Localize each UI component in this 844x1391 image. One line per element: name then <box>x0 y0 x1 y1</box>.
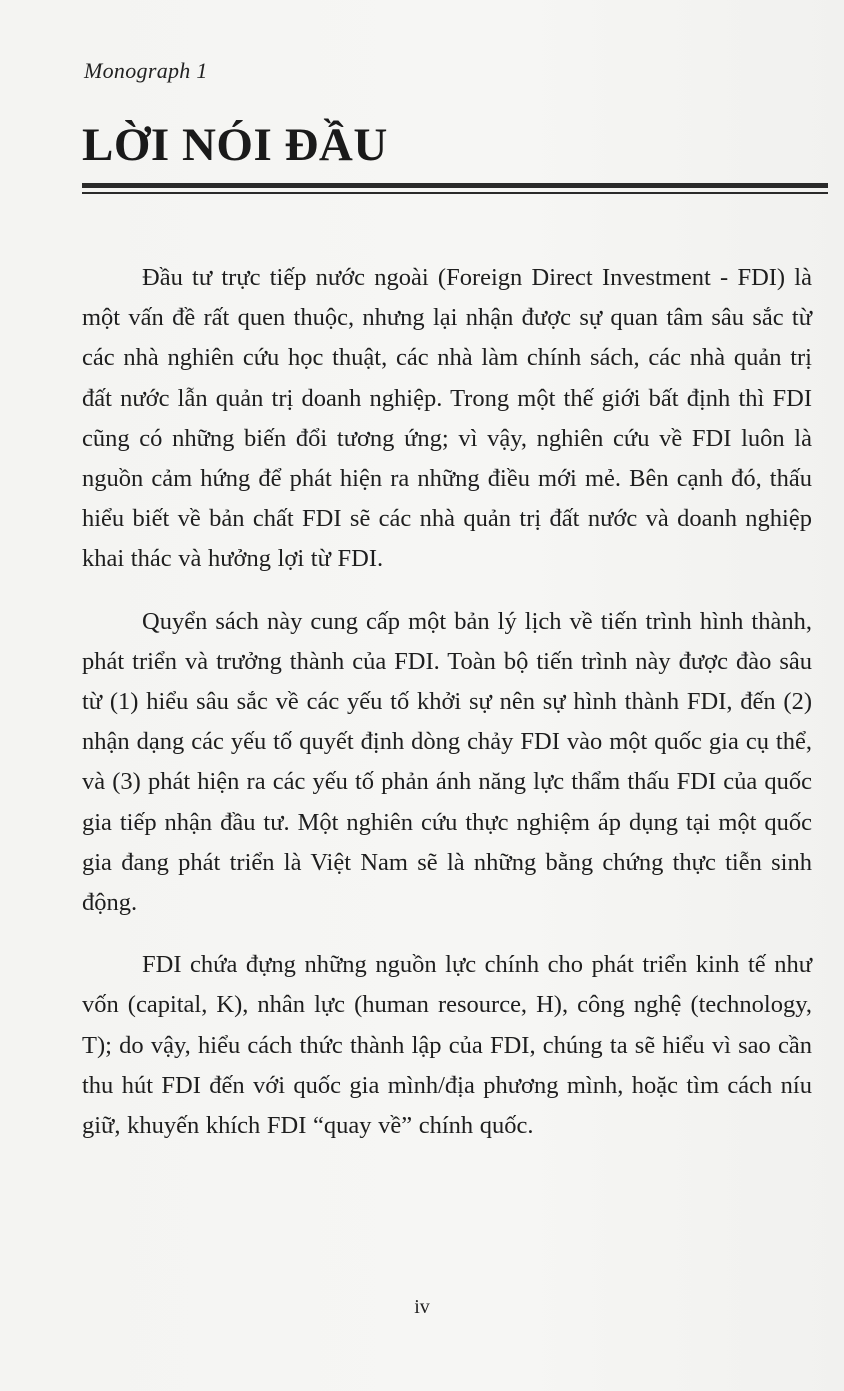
running-header: Monograph 1 <box>84 58 208 83</box>
body-text <box>82 258 812 1146</box>
title-rule-thick <box>82 183 828 188</box>
page-number: iv <box>414 1296 430 1318</box>
title-rule-thin <box>82 192 828 194</box>
chapter-title: LỜI NÓI ĐẦU <box>82 119 388 171</box>
paragraph-2: Quyển sách này cung cấp một bản lý lịch về tiến trình hình thành, phát triển và trưởng thành của FDI. Toàn bộ tiến trình này được đào sâu từ (1) hiểu sâu sắc về các yếu tố khởi sự nên sự hình thành FDI, đến (2) nhận dạng các yếu tố quyết định dòng chảy FDI vào một quốc gia cụ thể, và (3) phát hiện ra các yếu tố phản ánh năng lực thẩm thấu FDI của quốc gia tiếp nhận đầu tư. Một nghiên cứu thực nghiệm áp dụng tại một quốc gia đang phát triển là Việt Nam sẽ là những bằng chứng thực tiễn sinh động. <box>82 607 812 917</box>
paragraph-3: FDI chứa đựng những nguồn lực chính cho phát triển kinh tế như vốn (capital, K), nhân lực (human resource, H), công nghệ (technology, T); do vậy, hiểu cách thức thành lập của FDI, chúng ta sẽ hiểu vì sao cần thu hút FDI đến với quốc gia mình/địa phương mình, hoặc tìm cách níu giữ, khuyến khích FDI “quay về” chính quốc. <box>82 951 812 1140</box>
paragraph-1: Đầu tư trực tiếp nước ngoài (Foreign Direct Investment - FDI) là một vấn đề rất quen thuộc, nhưng lại nhận được sự quan tâm sâu sắc từ các nhà nghiên cứu học thuật, các nhà làm chính sách, các nhà quản trị đất nước lẫn quản trị doanh nghiệp. Trong một thế giới bất định thì FDI cũng có những biến đổi tương ứng; vì vậy, nghiên cứu về FDI luôn là nguồn cảm hứng để phát hiện ra những điều mới mẻ. Bên cạnh đó, thấu hiểu biết về bản chất FDI sẽ các nhà quản trị đất nước và doanh nghiệp khai thác và hưởng lợi từ FDI. <box>82 264 812 573</box>
